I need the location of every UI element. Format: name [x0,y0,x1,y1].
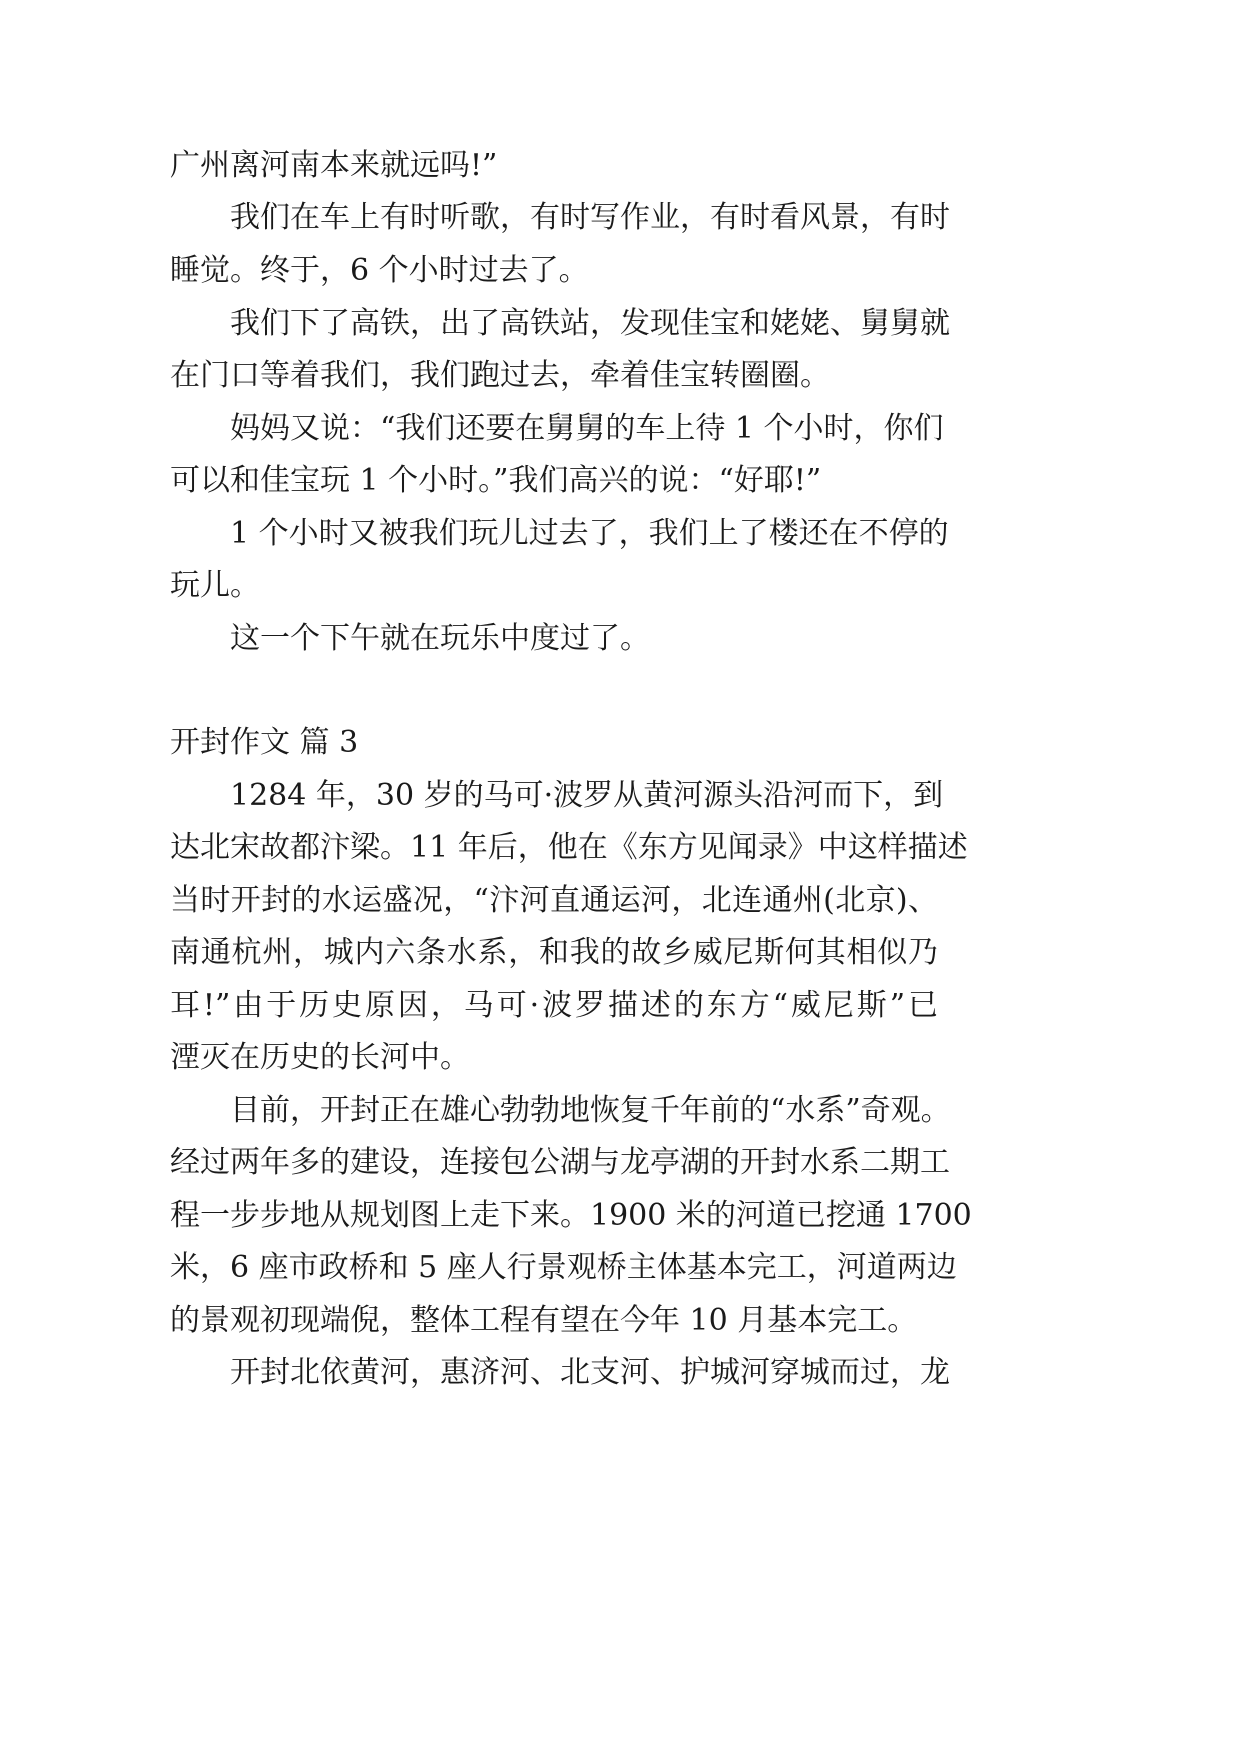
text-line: 耳!”由于历史原因，马可·波罗描述的东方“威尼斯”已 [170,988,938,1023]
text-line: 1 个小时又被我们玩儿过去了，我们上了楼还在不停的 [230,516,949,551]
text-line: 妈妈又说：“我们还要在舅舅的车上待 1 个小时，你们 [230,411,944,446]
text-line: 在门口等着我们，我们跑过去，牵着佳宝转圈圈。 [170,358,830,393]
text-line: 我们下了高铁，出了高铁站，发现佳宝和姥姥、舅舅就 [230,306,950,341]
section-heading: 开封作文 篇 3 [170,725,359,760]
text-line: 1284 年，30 岁的马可·波罗从黄河源头沿河而下，到 [230,778,944,813]
text-line: 目前，开封正在雄心勃勃地恢复千年前的“水系”奇观。 [230,1093,951,1128]
text-line: 湮灭在历史的长河中。 [170,1040,470,1075]
text-line: 经过两年多的建设，连接包公湖与龙亭湖的开封水系二期工 [170,1145,950,1180]
text-line: 睡觉。终于，6 个小时过去了。 [170,253,589,288]
text-line: 广州离河南本来就远吗!” [170,148,498,183]
text-line: 这一个下午就在玩乐中度过了。 [230,621,650,656]
text-line: 玩儿。 [170,568,260,603]
text-line: 米，6 座市政桥和 5 座人行景观桥主体基本完工，河道两边 [170,1250,957,1285]
text-line: 可以和佳宝玩 1 个小时。”我们高兴的说：“好耶!” [170,463,822,498]
text-line: 程一步步地从规划图上走下来。1900 米的河道已挖通 1700 [170,1198,972,1233]
text-line: 开封北依黄河，惠济河、北支河、护城河穿城而过，龙 [230,1355,950,1390]
text-line: 达北宋故都汴梁。11 年后，他在《东方见闻录》中这样描述 [170,830,968,865]
text-line: 南通杭州，城内六条水系，和我的故乡威尼斯何其相似乃 [170,935,938,970]
text-line: 当时开封的水运盛况，“汴河直通运河，北连通州(北京)、 [170,883,938,918]
text-line: 我们在车上有时听歌，有时写作业，有时看风景，有时 [230,200,950,235]
text-line: 的景观初现端倪，整体工程有望在今年 10 月基本完工。 [170,1303,918,1338]
